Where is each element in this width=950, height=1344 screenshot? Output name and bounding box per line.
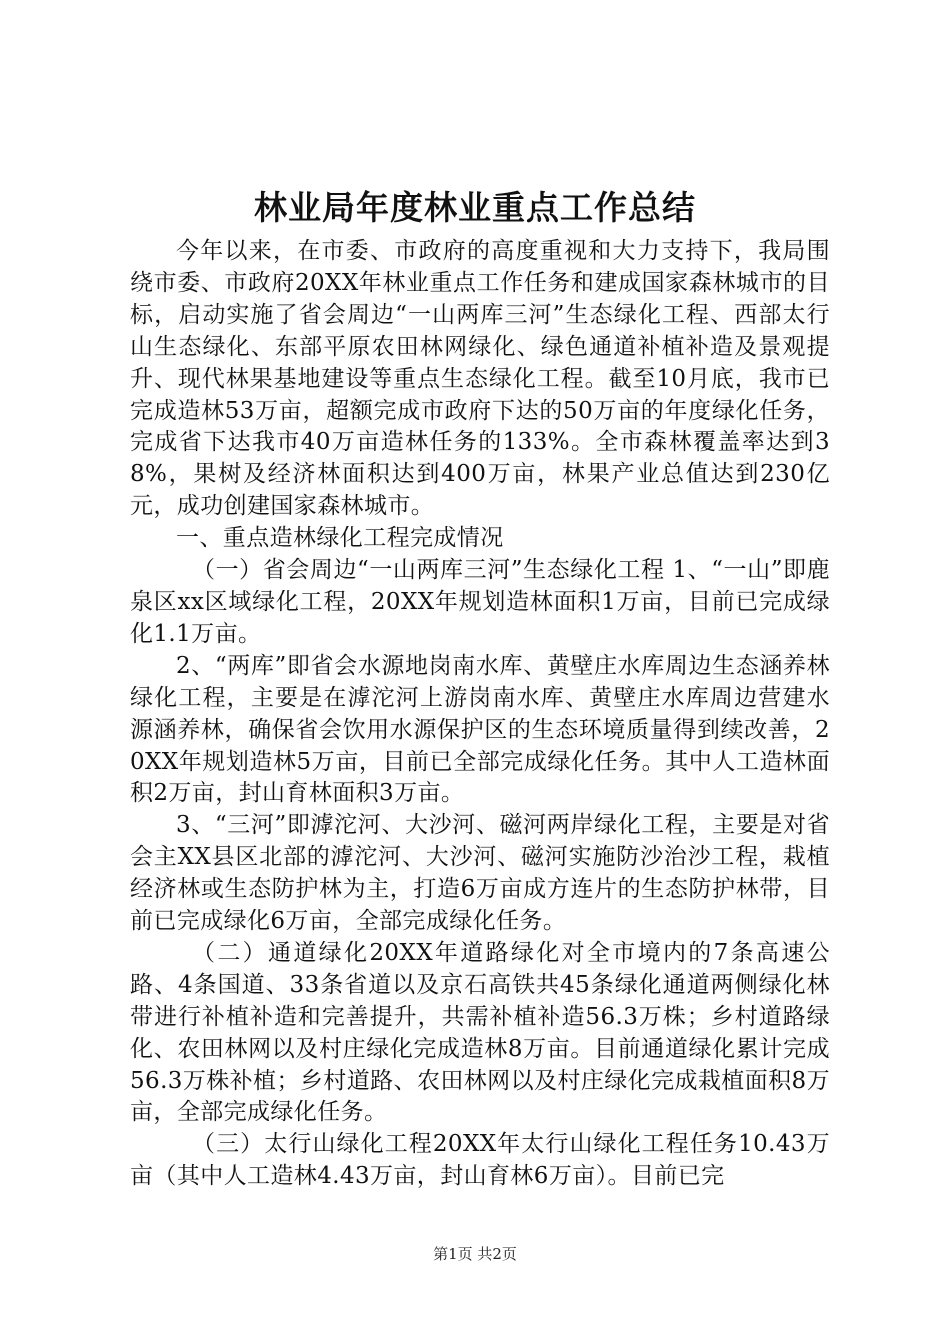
document-title: 林业局年度林业重点工作总结 bbox=[254, 188, 696, 227]
paragraph-two-reservoirs: 2、“两库”即省会水源地岗南水库、黄壁庄水库周边生态涵养林绿化工程，主要是在滹沱河上游岗南水库、黄壁庄水库周边营建水源涵养林，确保省会饮用水源保护区的生态环境质量得到续改善，20XX年规划造林5万亩，目前已全部完成绿化任务。其中人工造林面积2万亩，封山育林面积3万亩。 bbox=[130, 652, 830, 807]
paragraph-subsection-3: （三）太行山绿化工程20XX年太行山绿化工程任务10.43万亩（其中人工造林4.43万亩，封山育林6万亩）。目前已完 bbox=[130, 1131, 830, 1190]
paragraph-intro: 今年以来，在市委、市政府的高度重视和大力支持下，我局围绕市委、市政府20XX年林业重点工作任务和建成国家森林城市的目标，启动实施了省会周边“一山两库三河”生态绿化工程、西部太行山生态绿化、东部平原农田林网绿化、绿色通道补植补造及景观提升、现代林果基地建设等重点生态绿化工程。截至10月底，我市已完成造林53万亩，超额完成市政府下达的50万亩的年度绿化任务，完成省下达我市40万亩造林任务的133%。全市森林覆盖率达到38%，果树及经济林面积达到400万亩，林果产业总值达到230亿元，成功创建国家森林城市。 bbox=[130, 238, 830, 520]
section-heading-1: 一、重点造林绿化工程完成情况 bbox=[176, 525, 504, 552]
paragraph-three-rivers: 3、“三河”即滹沱河、大沙河、磁河两岸绿化工程，主要是对省会主XX县区北部的滹沱河、大沙河、磁河实施防沙治沙工程，栽植经济林或生态防护林为主，打造6万亩成方连片的生态防护林带，目前已完成绿化6万亩，全部完成绿化任务。 bbox=[130, 812, 830, 935]
document-body bbox=[130, 236, 830, 1193]
paragraph-subsection-1: （一）省会周边“一山两库三河”生态绿化工程 1、“一山”即鹿泉区xx区域绿化工程，20XX年规划造林面积1万亩，目前已完成绿化1.1万亩。 bbox=[130, 557, 830, 647]
page-footer: 第1页 共2页 bbox=[433, 1245, 517, 1263]
paragraph-subsection-2: （二）通道绿化20XX年道路绿化对全市境内的7条高速公路、4条国道、33条省道以及京石高铁共45条绿化通道两侧绿化林带进行补植补造和完善提升，共需补植补造56.3万株；乡村道路绿化、农田林网以及村庄绿化完成造林8万亩。目前通道绿化累计完成56.3万株补植；乡村道路、农田林网以及村庄绿化完成栽植面积8万亩，全部完成绿化任务。 bbox=[130, 939, 830, 1126]
